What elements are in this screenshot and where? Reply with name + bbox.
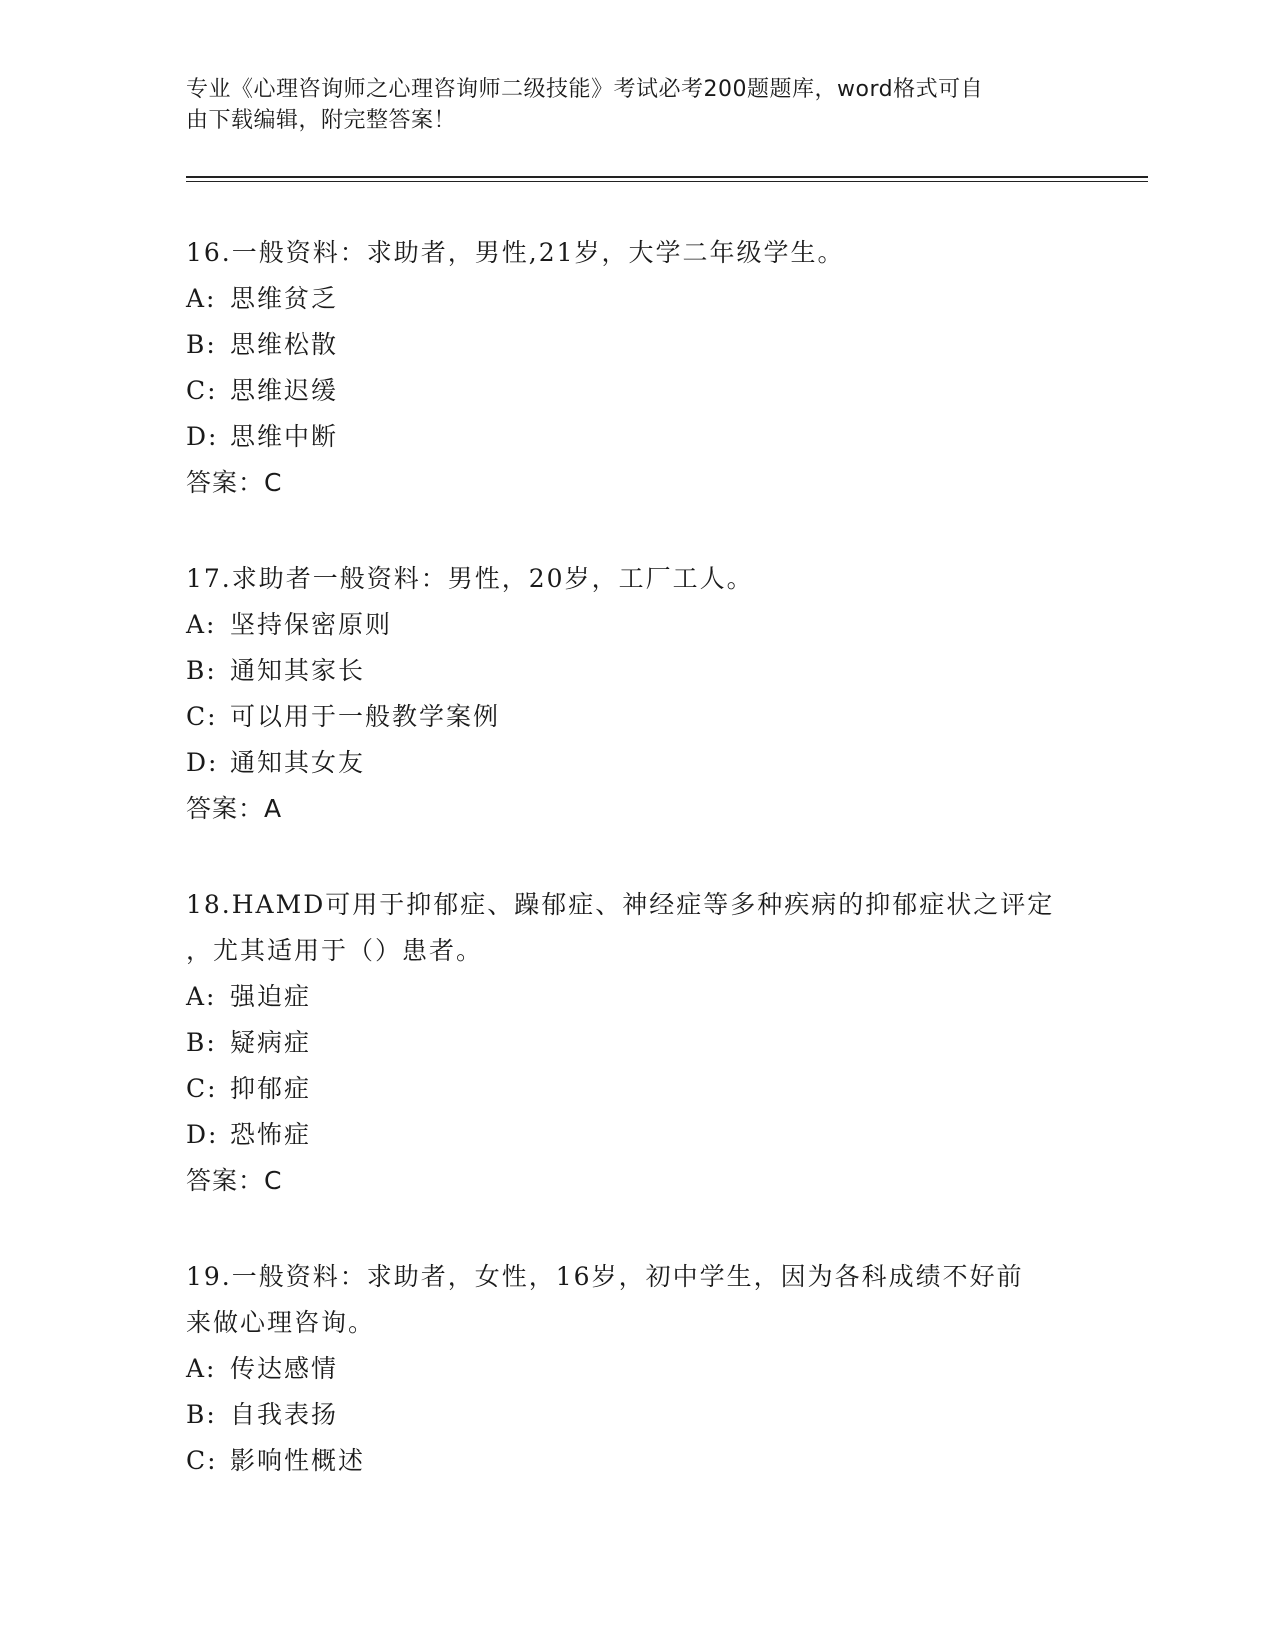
question-17 [186,556,1086,832]
question-stem-line2: ，尤其适用于（）患者。 [186,936,484,965]
option-b [186,322,1086,368]
option-text: 通知其女友 [230,748,366,777]
option-letter: A: [186,610,217,639]
option-text: 思维松散 [230,330,339,359]
header-divider-thick [186,176,1148,178]
option-letter: A: [186,982,217,1011]
question-stem: 16.一般资料：求助者，男性,21岁，大学二年级学生。 [186,238,845,267]
option-a [186,974,1086,1020]
option-text: 抑郁症 [230,1074,312,1103]
option-text: 思维贫乏 [230,284,339,313]
option-letter: D: [186,748,219,777]
document-header [186,74,1076,136]
option-letter: D: [186,422,219,451]
question-list [186,230,1086,1534]
option-letter: C: [186,702,218,731]
option-letter: C: [186,376,218,405]
option-a [186,1346,1086,1392]
option-c [186,368,1086,414]
question-18 [186,882,1086,1204]
option-b [186,648,1086,694]
option-text: 强迫症 [230,982,312,1011]
question-stem-line1: 18.HAMD可用于抑郁症、躁郁症、神经症等多种疾病的抑郁症状之评定 [186,890,1055,919]
option-a [186,602,1086,648]
option-b [186,1020,1086,1066]
question-19 [186,1254,1086,1484]
option-letter: B: [186,656,217,685]
option-letter: D: [186,1120,219,1149]
header-title-line2: 由下载编辑，附完整答案！ [186,108,457,133]
question-stem-line2: 来做心理咨询。 [186,1308,376,1337]
header-title-line1: 专业《心理咨询师之心理咨询师二级技能》考试必考200题题库，word格式可自 [186,77,984,102]
option-text: 可以用于一般教学案例 [230,702,501,731]
option-b [186,1392,1086,1438]
option-d [186,740,1086,786]
option-c [186,694,1086,740]
option-c [186,1438,1086,1484]
option-letter: A: [186,284,217,313]
answer-line: 答案：C [186,468,283,497]
option-text: 自我表扬 [230,1400,339,1429]
option-letter: C: [186,1074,218,1103]
answer-line: 答案：C [186,1166,283,1195]
option-text: 传达感情 [230,1354,339,1383]
option-letter: A: [186,1354,217,1383]
option-c [186,1066,1086,1112]
option-d [186,414,1086,460]
option-text: 疑病症 [230,1028,312,1057]
header-divider-thin [186,181,1148,182]
question-stem: 17.求助者一般资料：男性，20岁，工厂工人。 [186,564,754,593]
option-letter: C: [186,1446,218,1475]
option-text: 思维中断 [230,422,339,451]
option-text: 通知其家长 [230,656,366,685]
option-letter: B: [186,1028,217,1057]
option-letter: B: [186,1400,217,1429]
question-stem-line1: 19.一般资料：求助者，女性，16岁，初中学生，因为各科成绩不好前 [186,1262,1024,1291]
question-16 [186,230,1086,506]
option-text: 恐怖症 [230,1120,312,1149]
option-text: 坚持保密原则 [230,610,393,639]
option-letter: B: [186,330,217,359]
option-d [186,1112,1086,1158]
answer-line: 答案：A [186,794,283,823]
option-text: 影响性概述 [230,1446,366,1475]
option-text: 思维迟缓 [230,376,339,405]
option-a [186,276,1086,322]
